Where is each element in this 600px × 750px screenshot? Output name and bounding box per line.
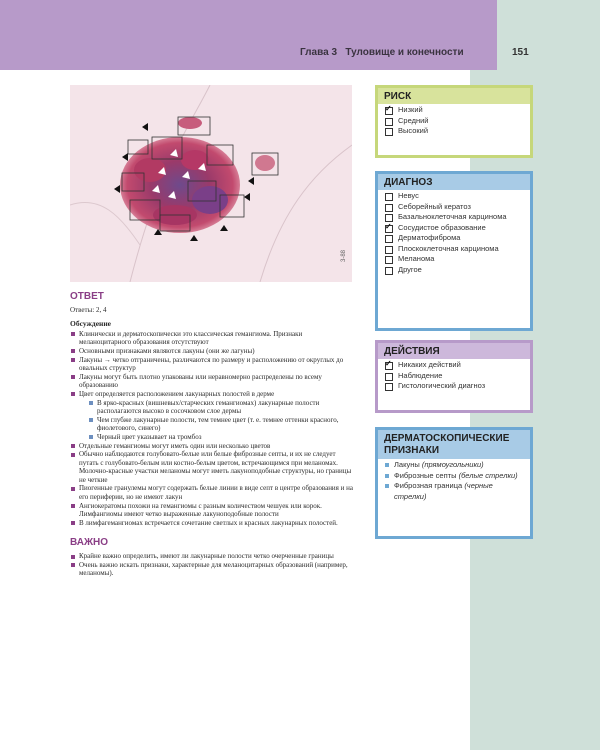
feature-name: Фиброзная граница — [394, 481, 463, 490]
option-label: Гистологический диагноз — [398, 381, 486, 390]
list-item: Крайне важно определить, имеют ли лакунарные полости четко очерченные границы — [70, 552, 355, 561]
actions-options — [378, 359, 530, 396]
list-item: Лакуны → четко отграничены, различаются по размеру и расположению от округлых до овальных структур — [70, 356, 355, 373]
risk-title: РИСК — [378, 88, 530, 104]
actions-box — [375, 340, 533, 413]
chapter-header — [300, 47, 464, 58]
checkbox-icon[interactable] — [385, 383, 393, 391]
list-item: Очень важно искать признаки, характерные для меланоцитарных образований (например, меланомы). — [70, 561, 355, 578]
header-bar — [0, 0, 497, 70]
sub-list-item: Чем глубже лакунарные полости, тем темнее цвет (т. е. темнее оттенки красного, фиолетового, синего) — [88, 416, 355, 433]
important-section — [70, 539, 355, 577]
option-label: Наблюдение — [398, 370, 443, 380]
checkbox-checked-icon[interactable] — [385, 107, 393, 115]
discussion-title: Обсуждение — [70, 319, 111, 329]
option-label: Дерматофиброма — [398, 233, 461, 242]
diagnosis-option[interactable] — [385, 212, 523, 223]
checkbox-icon[interactable] — [385, 235, 393, 243]
feature-name: Лакуны — [394, 460, 420, 469]
checkbox-icon[interactable] — [385, 204, 393, 212]
feature-name: Фиброзные септы — [394, 470, 457, 480]
dermoscopic-item — [385, 471, 523, 482]
feature-note: (прямоугольники) — [421, 460, 484, 469]
sub-list-item: В ярко-красных (вишневых/старческих гемангиомах) лакунарные полости располагаются высоко в сосочковом слое дермы — [88, 399, 355, 416]
section-label: Туловище и конечности — [345, 47, 464, 58]
list-item: Обычно наблюдаются голубовато-белые или белые фиброзные септы, и их не следует путать с голубовато-белым или костно-белым цветом, встречающимся при меланомах. Молочно-красные участки меланомы могут иметь лакуноподобные структуры, но границы не четкие — [70, 450, 355, 484]
header-corner — [497, 0, 600, 70]
actions-title: ДЕЙСТВИЯ — [378, 343, 530, 359]
option-label: Сосудистое образование — [398, 222, 486, 232]
option-label: Невус — [398, 191, 419, 200]
discussion-list — [70, 330, 355, 528]
dermoscopic-list — [378, 459, 530, 506]
feature-note: (черные стрелки) — [394, 481, 493, 501]
answers-line: Ответы: 2, 4 — [70, 305, 107, 314]
diagnosis-option[interactable] — [385, 233, 523, 244]
dermoscopy-image — [70, 85, 352, 282]
diagnosis-option[interactable] — [385, 191, 523, 202]
chapter-label: Глава 3 — [300, 47, 338, 58]
option-label: Никаких действий — [398, 360, 461, 369]
dermoscopic-item — [385, 481, 523, 502]
risk-option-medium[interactable] — [385, 116, 523, 127]
option-label: Плоскоклеточная карцинома — [398, 243, 499, 253]
diagnosis-option[interactable] — [385, 265, 523, 276]
important-title: ВАЖНО — [70, 537, 108, 549]
list-item: Клинически и дерматоскопически это классическая гемангиома. Признаки меланоцитарного образования отсутствуют — [70, 330, 355, 347]
list-item: Лакуны могут быть плотно упакованы или неравномерно распределены по всему образованию — [70, 373, 355, 390]
diagnosis-box — [375, 171, 533, 331]
checkbox-icon[interactable] — [385, 128, 393, 136]
list-item: В лимфагемангиомах встречается сочетание светлых и красных лакунарных полостей. — [70, 519, 355, 528]
color-sublist — [79, 399, 355, 442]
option-label: Базальноклеточная карцинома — [398, 212, 507, 221]
action-option[interactable] — [385, 360, 523, 371]
diagnosis-option[interactable] — [385, 254, 523, 265]
list-item: Пиогенные гранулемы могут содержать белые линии в виде септ в центре образования и на его периферии, но не имеют лакун — [70, 484, 355, 501]
risk-options — [378, 104, 530, 141]
list-item: Ангиокератомы похожи на гемангиомы с разным количеством чешуек или корок. Лимфангиомы имеют четко выраженные лакуноподобные полости — [70, 502, 355, 519]
option-label: Себорейный кератоз — [398, 201, 471, 211]
checkbox-icon[interactable] — [385, 246, 393, 254]
dermoscopic-box — [375, 427, 533, 539]
diagnosis-option[interactable] — [385, 202, 523, 213]
checkbox-icon[interactable] — [385, 193, 393, 201]
option-label: Другое — [398, 264, 422, 274]
list-item — [70, 390, 355, 442]
important-list — [70, 552, 355, 578]
checkbox-checked-icon[interactable] — [385, 225, 393, 233]
sub-list-item: Черный цвет указывает на тромбоз — [88, 433, 355, 442]
option-label: Средний — [398, 115, 429, 125]
checkbox-icon[interactable] — [385, 267, 393, 275]
checkbox-icon[interactable] — [385, 256, 393, 264]
diagnosis-option[interactable] — [385, 244, 523, 255]
figure-code: 3-88 — [341, 249, 347, 262]
page-number: 151 — [512, 47, 529, 58]
option-label: Меланома — [398, 254, 435, 263]
action-option[interactable] — [385, 381, 523, 392]
action-option[interactable] — [385, 371, 523, 382]
checkbox-icon[interactable] — [385, 373, 393, 381]
option-label: Низкий — [398, 105, 423, 114]
diagnosis-option[interactable] — [385, 223, 523, 234]
dermoscopic-item — [385, 460, 523, 471]
list-item: Отдельные гемангиомы могут иметь один или несколько цветов — [70, 442, 355, 451]
feature-note: (белые стрелки) — [458, 470, 518, 480]
checkbox-checked-icon[interactable] — [385, 362, 393, 370]
answer-title: ОТВЕТ — [70, 291, 104, 302]
risk-box — [375, 85, 533, 158]
dermoscopic-title: ДЕРМАТОСКОПИЧЕСКИЕ ПРИЗНАКИ — [378, 430, 530, 459]
option-label: Высокий — [398, 126, 429, 135]
diagnosis-title: ДИАГНОЗ — [378, 174, 530, 190]
list-item-text: Цвет определяется расположением лакунарных полостей в дерме — [79, 389, 275, 398]
answer-section — [70, 293, 355, 578]
dermoscopy-illustration — [70, 85, 352, 282]
risk-option-high[interactable] — [385, 126, 523, 137]
risk-option-low[interactable] — [385, 105, 523, 116]
diagnosis-options — [378, 190, 530, 279]
list-item: Основными признаками являются лакуны (они же лагуны) — [70, 347, 355, 356]
checkbox-icon[interactable] — [385, 118, 393, 126]
